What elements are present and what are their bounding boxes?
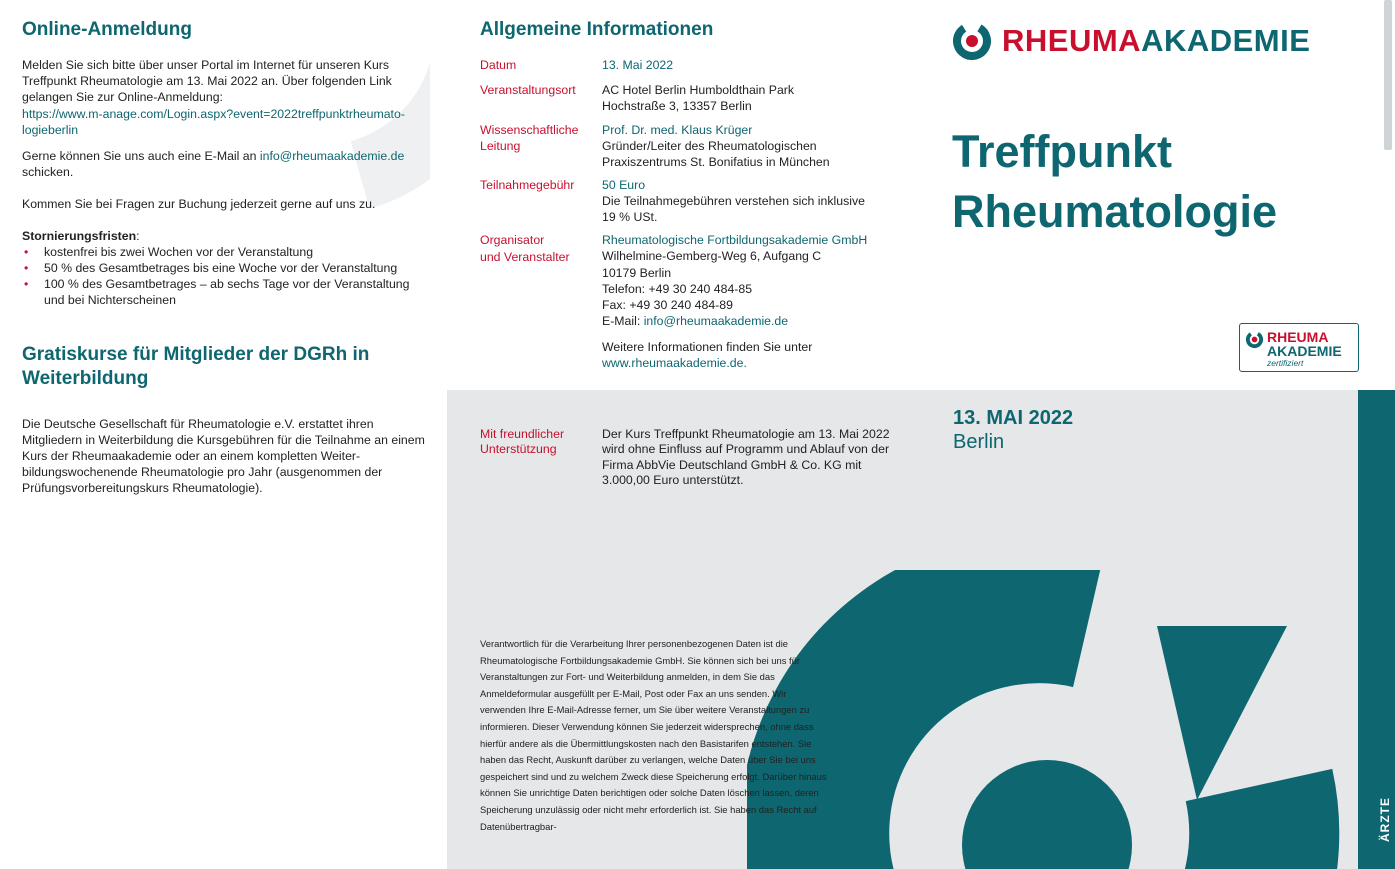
venue-label: Veranstaltungsort	[480, 83, 576, 97]
fee-value: 50 Euro Die Teilnahmegebühren verstehen sich inklusive 19 % USt.	[602, 178, 865, 224]
fee-label: Teilnahmegebühr	[480, 178, 575, 192]
online-registration-heading: Online-Anmeldung	[22, 19, 192, 40]
decorative-big-ring	[747, 570, 1347, 869]
lead-label: Wissenschaftliche Leitung	[480, 123, 579, 153]
list-item: • 100 % des Gesamtbetrages – ab sechs Tage vor der Veranstaltung und bei Nichterscheinen	[24, 277, 410, 308]
cancellation-heading: Stornierungsfristen:	[22, 228, 140, 243]
logo-ring-icon	[952, 21, 992, 61]
date-value: 13. Mai 2022	[602, 58, 674, 72]
lead-value: Prof. Dr. med. Klaus Krüger Gründer/Leiter des Rheumatologischen Praxiszentrums St. Bonifatius in München	[602, 123, 830, 169]
privacy-text: Verantwortlich für die Verarbeitung Ihrer personenbezogenen Daten ist die Rheumatologische Fortbildungsakademie GmbH. Sie können sich bei uns für Veranstaltungen zur Fort- und Weiterbildung anmelden, in dem Sie das Anmeldeformular ausgefüllt per E-Mail, Post oder Fax an uns senden. Wir verwenden Ihre E-Mail-Adresse ferner, um Sie über weitere Veranstaltungen zu informieren. Dieser Verwendung können Sie jederzeit widersprechen, ohne dass hierfür andere als die Übermittlungskosten nach den Basistarifen entstehen. Sie haben das Recht, Auskunft darüber zu verlangen, welche Daten über Sie bei uns gespeichert sind und zu welchem Zweck diese Speicherung erfolgt. Darüber hinaus können Sie unrichtige Daten berichtigen oder solche Daten löschen lassen, deren Speicherung unzulässig oder nicht mehr erforderlich ist. Sie haben das Recht auf Datenübertragbar-	[480, 638, 827, 832]
general-info-panel	[447, 0, 907, 390]
badge-line-1: RHEUMA	[1267, 329, 1329, 345]
certified-badge	[1239, 323, 1359, 372]
registration-link[interactable]: https://www.m-anage.com/Login.aspx?event=2022treffpunktrheumato- logieberlin	[22, 106, 405, 137]
support-text: Der Kurs Treffpunkt Rheumatologie am 13. Mai 2022 wird ohne Einfluss auf Programm und Ablauf von der Firma AbbVie Deutschland GmbH & Co. KG mit 3.000,00 Euro unterstützt.	[602, 427, 890, 487]
rheumaakademie-logo	[952, 20, 1310, 62]
badge-ring-icon	[1245, 330, 1264, 349]
event-city: Berlin	[953, 431, 1005, 453]
support-label: Mit freundlicher Unterstützung	[480, 427, 565, 456]
website-link[interactable]: www.rheumaakademie.de.	[602, 356, 747, 370]
more-info-text: Weitere Informationen finden Sie unter www.rheumaakademie.de.	[602, 340, 813, 370]
organizer-value: Rheumatologische Fortbildungsakademie GmbH Wilhelmine-Gemberg-Weg 6, Aufgang C 10179 Berlin Telefon: +49 30 240 484-85 Fax: +49 30 240 484-89 E-Mail: info@rheumaakademie.de	[602, 233, 868, 328]
scrollbar-thumb[interactable]	[1384, 0, 1392, 150]
list-item: • kostenfrei bis zwei Wochen vor der Veranstaltung	[24, 244, 314, 259]
brand-panel	[907, 0, 1395, 390]
logo-wordmark: RHEUMAAKADEMIE	[1002, 23, 1311, 58]
email-link[interactable]: info@rheumaakademie.de	[259, 149, 405, 164]
online-registration-text: Melden Sie sich bitte über unser Portal im Internet für unseren Kurs Treffpunkt Rheumatologie am 13. Mai 2022 an. Über folgenden Link gelangen Sie zur Online-Anmeldung:	[22, 58, 392, 105]
date-label: Datum	[480, 58, 517, 72]
organizer-email-link[interactable]: info@rheumaakademie.de	[643, 314, 789, 328]
general-info-heading: Allgemeine Informationen	[480, 19, 714, 40]
organizer-label: Organisator und Veranstalter	[480, 233, 570, 264]
badge-line-3: zertifiziert	[1267, 358, 1304, 368]
questions-text: Kommen Sie bei Fragen zur Buchung jederzeit gerne auf uns zu.	[22, 197, 376, 212]
email-contact-text: Gerne können Sie uns auch eine E-Mail an info@rheumaakademie.de schicken.	[22, 149, 405, 180]
side-strip	[1358, 390, 1395, 869]
side-strip-text: ÄRZTE	[1378, 797, 1392, 842]
event-panel	[447, 390, 1358, 869]
cancellation-list	[22, 244, 432, 309]
badge-line-2: AKADEMIE	[1267, 343, 1342, 359]
left-panel	[0, 0, 447, 869]
free-courses-heading: Gratiskurse für Mitglieder der DGRh in Weiterbildung	[22, 343, 370, 389]
free-courses-text: Die Deutsche Gesellschaft für Rheumatologie e.V. erstattet ihren Mitgliedern in Weiterbildung die Kursgebühren für die Teilnahme an einem Kurs der Rheumaakademie oder an einem kompletten Weiter-bildungswochenende Rheumatologie pro Jahr (ausgenommen der Prüfungsvorbereitungskurs Rheumatologie).	[22, 416, 425, 496]
left-content	[22, 18, 432, 497]
list-item: • 50 % des Gesamtbetrages bis eine Woche vor der Veranstaltung	[24, 261, 398, 276]
event-date: 13. MAI 2022	[953, 407, 1074, 429]
venue-value: AC Hotel Berlin Humboldthain Park Hochstraße 3, 13357 Berlin	[602, 83, 795, 113]
course-title: Treffpunkt Rheumatologie	[952, 126, 1278, 237]
